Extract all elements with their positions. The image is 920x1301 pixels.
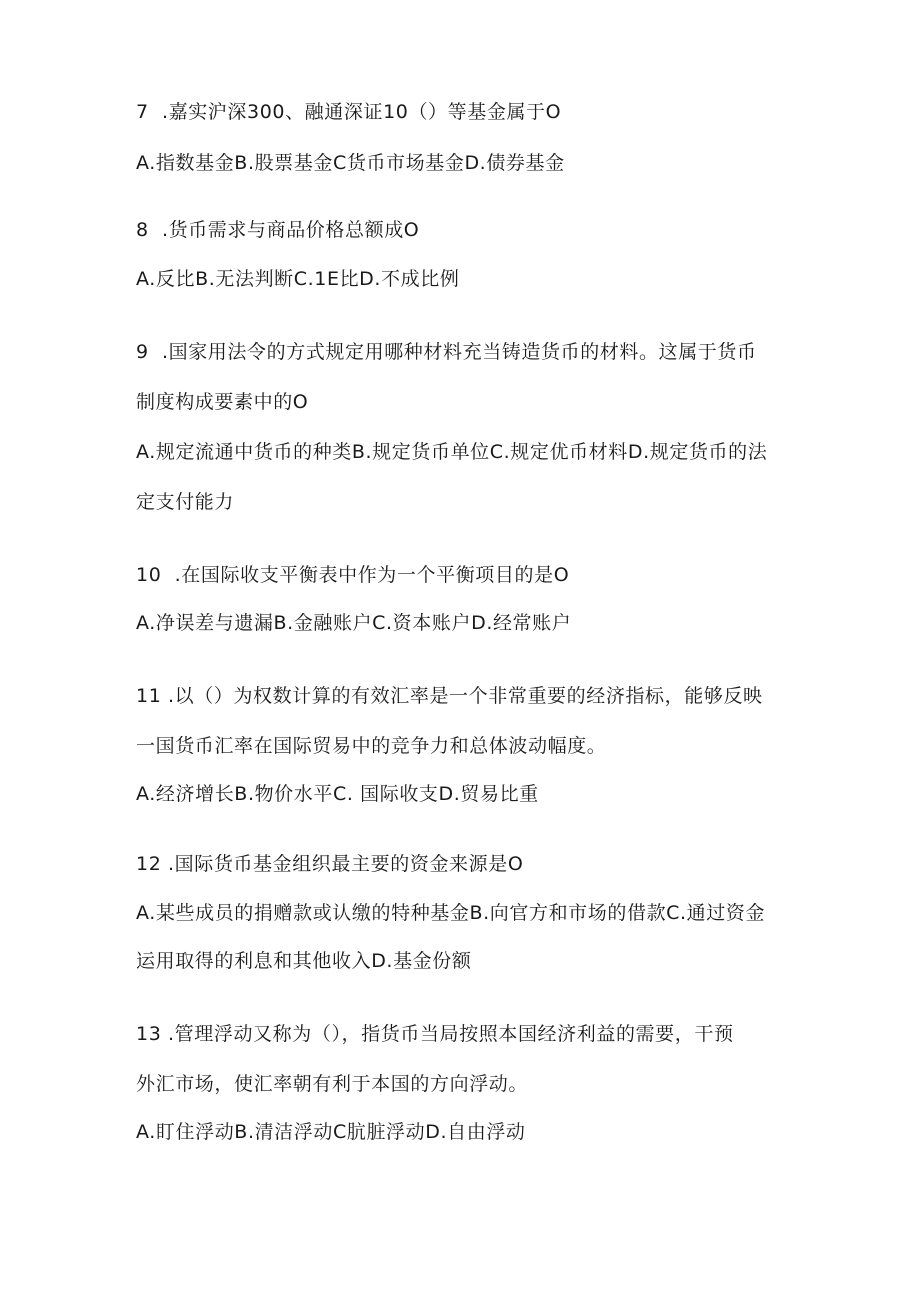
- question-13-options-line-1: A.盯住浮动B.清洁浮动C肮脏浮动D.自由浮动: [136, 1121, 526, 1143]
- question-9-options-line-2: 定支付能力: [136, 491, 235, 513]
- question-7-options-line-1: A.指数基金B.股票基金C货币市场基金D.债券基金: [136, 152, 565, 174]
- question-12-text-line-1: 12 .国际货币基金组织最主要的资金来源是O: [136, 853, 524, 875]
- question-13-text-line-2: 外汇市场，使汇率朝有利于本国的方向浮动。: [136, 1073, 529, 1095]
- question-9-text-line-1: 9 .国家用法令的方式规定用哪种材料充当铸造货币的材料。这属于货币: [136, 341, 757, 363]
- question-7-text-line-1: 7 .嘉实沪深300、融通深证10（）等基金属于O: [136, 101, 562, 123]
- question-8-text-line-1: 8 .货币需求与商品价格总额成O: [136, 219, 420, 241]
- question-11-options-line-1: A.经济增长B.物价水平C. 国际收支D.贸易比重: [136, 783, 539, 805]
- question-10-options-line-1: A.净误差与遗漏B.金融账户C.资本账户D.经常账户: [136, 612, 572, 634]
- question-9-options-line-1: A.规定流通中货币的种类B.规定货币单位C.规定优币材料D.规定货币的法: [136, 441, 768, 463]
- question-9-text-line-2: 制度构成要素中的O: [136, 391, 309, 413]
- question-13-text-line-1: 13 .管理浮动又称为（），指货币当局按照本国经济利益的需要，干预: [136, 1023, 734, 1045]
- question-11-text-line-1: 11 .以（）为权数计算的有效汇率是一个非常重要的经济指标，能够反映: [136, 685, 763, 707]
- question-12-options-line-1: A.某些成员的捐赠款或认缴的特种基金B.向官方和市场的借款C.通过资金: [136, 902, 766, 924]
- question-12-options-line-2: 运用取得的利息和其他收入D.基金份额: [136, 950, 472, 972]
- question-8-options-line-1: A.反比B.无法判断C.1E比D.不成比例: [136, 268, 460, 290]
- question-11-text-line-2: 一国货币汇率在国际贸易中的竞争力和总体波动幅度。: [136, 735, 607, 757]
- question-10-text-line-1: 10 .在国际收支平衡表中作为一个平衡项目的是O: [136, 564, 570, 586]
